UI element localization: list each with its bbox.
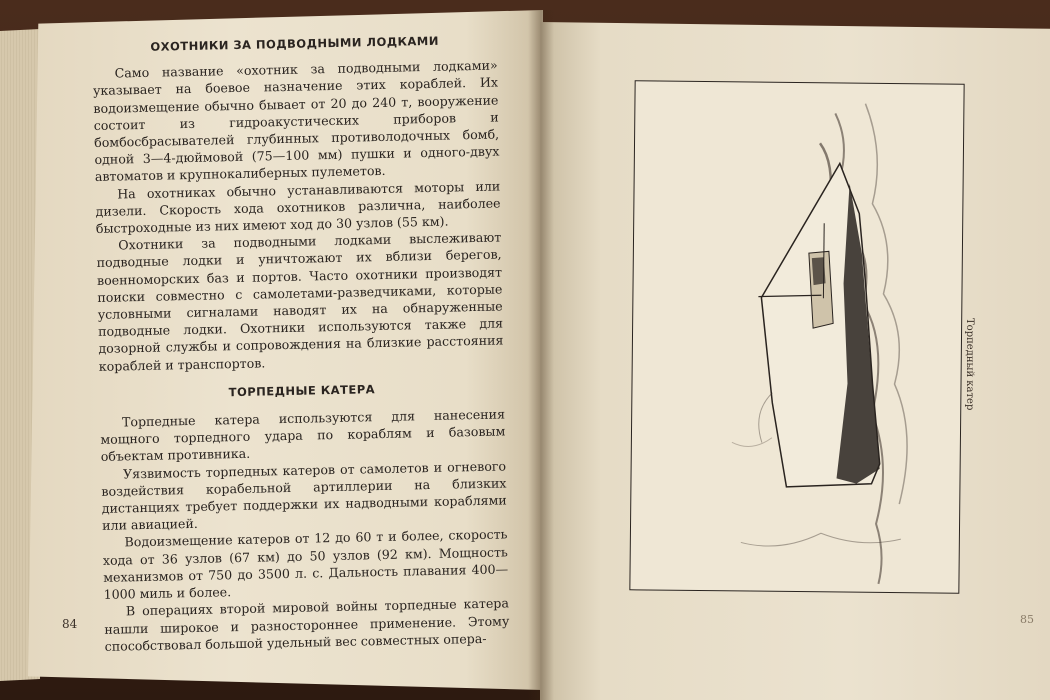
paragraph: Уязвимость торпедных катеров от самолетов и огневого воздействия корабельной артиллерии на близких дистанциях требует поддержки их надводными кораблями или авиацией. [101,458,507,534]
paragraph: Охотники за подводными лодками выслеживают подводные лодки и уничтожают их вблизи берегов, военноморских баз и портов. Часто охотники производят поиски совместно с самолетами-разведчиками, которые условными сигналами наводят их на обнаруженные подводные лодки. Охотники используются также для дозорной службы и сопровождения на близкие расстояния кораблей и транспортов. [96,229,504,374]
book-gutter [528,10,554,700]
left-page-text [92,32,510,655]
torpedo-boat-drawing [630,81,963,592]
page-number-right: 85 [1020,613,1034,626]
paragraph: На охотниках обычно устанавливаются моторы или дизели. Скорость хода охотников различна, наиболее быстроходные из них имеют ход до 30 узлов (55 км). [95,178,501,236]
torpedo-boat-illustration [629,80,964,593]
paragraph: Само название «охотник за подводными лодками» указывает на боевое назначение этих кораблей. Их водоизмещение обычно бывает от 20 до 240 т, вооружение состоит из гидроакустических приборов и бомбосбрасывателей глубинных противолодочных бомб, одной 3—4-дюймовой (75—100 мм) пушки и одного-двух автоматов и крупнокалиберных пулеметов. [92,57,500,185]
paragraph: Торпедные катера используются для нанесения мощного торпедного удара по кораблям и базовым объектам противника. [100,406,506,465]
paragraph: В операциях второй мировой войны торпедные катера нашли широкое и разностороннее применение. Этому способствовал большой удельный вес совместных опера- [104,595,510,654]
page-number-left: 84 [62,617,78,631]
section-heading-torpedo-boats: ТОРПЕДНЫЕ КАТЕРА [228,382,376,400]
illustration-caption: Торпедный катер [964,318,975,411]
section-heading-hunters: ОХОТНИКИ ЗА ПОДВОДНЫМИ ЛОДКАМИ [150,33,440,54]
paragraph: Водоизмещение катеров от 12 до 60 т и более, скорость хода от 36 узлов (67 км) до 50 узлов (92 км). Мощность механизмов от 750 до 3500 л. с. Дальность плавания 400—1000 миль и более. [102,526,509,602]
